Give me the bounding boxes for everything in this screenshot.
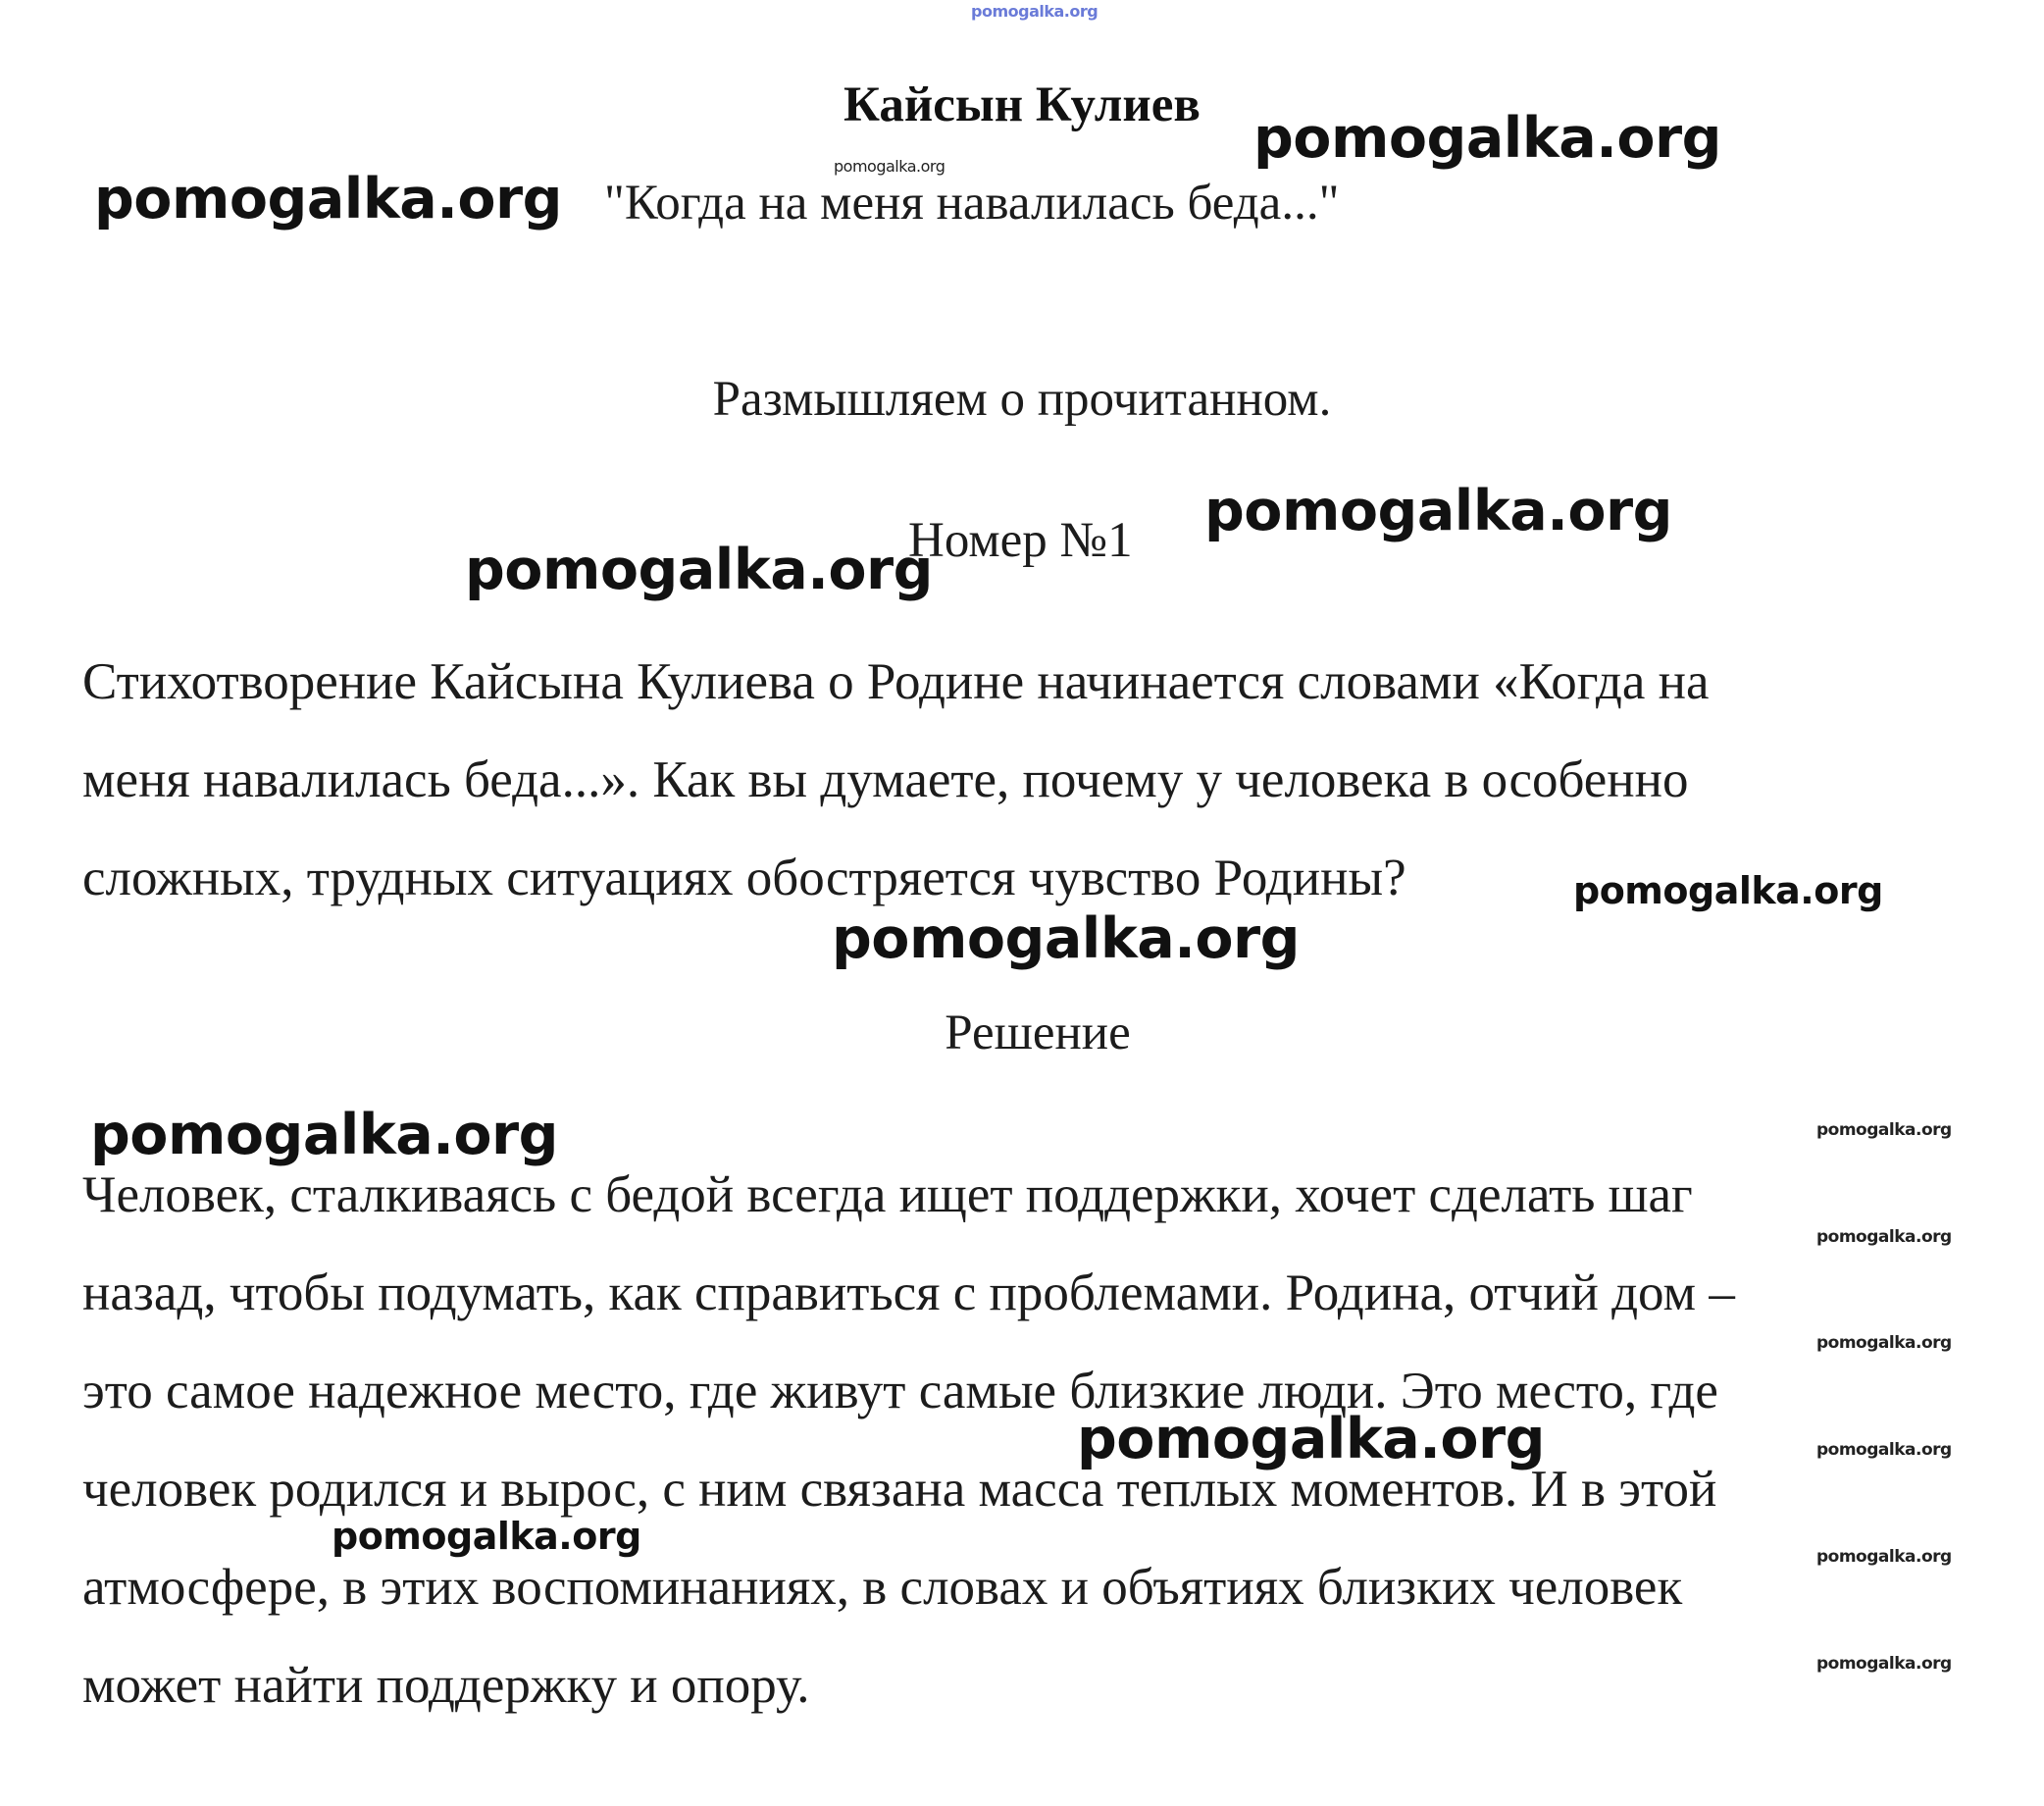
- question-line-1: Стихотворение Кайсына Кулиева о Родине начинается словами «Когда на: [82, 653, 1710, 710]
- watermark-side-4: pomogalka.org: [1816, 1440, 1952, 1460]
- author-name: Кайсын Кулиев: [843, 77, 1201, 132]
- watermark-header-right: pomogalka.org: [1253, 106, 1721, 171]
- answer-line-1: Человек, сталкиваясь с бедой всегда ищет поддержки, хочет сделать шаг: [82, 1166, 1693, 1223]
- watermark-answer-left: pomogalka.org: [332, 1515, 641, 1558]
- watermark-task-left: pomogalka.org: [465, 538, 933, 602]
- question-line-3: сложных, трудных ситуациях обостряется чувство Родины?: [82, 850, 1406, 906]
- watermark-side-2: pomogalka.org: [1816, 1227, 1952, 1247]
- answer-line-3: это самое надежное место, где живут самые близкие люди. Это место, где: [82, 1363, 1718, 1419]
- answer-line-2: назад, чтобы подумать, как справиться с проблемами. Родина, отчий дом –: [82, 1264, 1735, 1321]
- watermark-question-right: pomogalka.org: [1573, 869, 1883, 912]
- answer-line-6: может найти поддержку и опору.: [82, 1657, 810, 1714]
- watermark-side-5: pomogalka.org: [1816, 1547, 1952, 1567]
- watermark-header-tiny: pomogalka.org: [834, 157, 945, 176]
- watermark-answer-center: pomogalka.org: [1077, 1407, 1545, 1471]
- answer-line-4: человек родился и вырос, с ним связана масса теплых моментов. И в этой: [82, 1461, 1717, 1518]
- poem-title: "Когда на меня навалилась беда...": [604, 176, 1340, 231]
- watermark-header-left: pomogalka.org: [94, 167, 562, 232]
- solution-heading: Решение: [945, 1006, 1131, 1060]
- watermark-side-6: pomogalka.org: [1816, 1654, 1952, 1674]
- task-number: Номер №1: [908, 513, 1133, 568]
- reflect-heading: Размышляем о прочитанном.: [712, 372, 1332, 427]
- watermark-task-right: pomogalka.org: [1204, 479, 1672, 543]
- watermark-question-center: pomogalka.org: [832, 906, 1300, 971]
- watermark-solution-left: pomogalka.org: [90, 1103, 558, 1167]
- answer-line-5: атмосфере, в этих воспоминаниях, в словах и объятиях близких человек: [82, 1559, 1683, 1616]
- watermark-side-1: pomogalka.org: [1816, 1120, 1952, 1140]
- question-line-2: меня навалилась беда...». Как вы думаете, почему у человека в особенно: [82, 751, 1689, 808]
- watermark-top: pomogalka.org: [971, 2, 1099, 21]
- watermark-side-3: pomogalka.org: [1816, 1333, 1952, 1353]
